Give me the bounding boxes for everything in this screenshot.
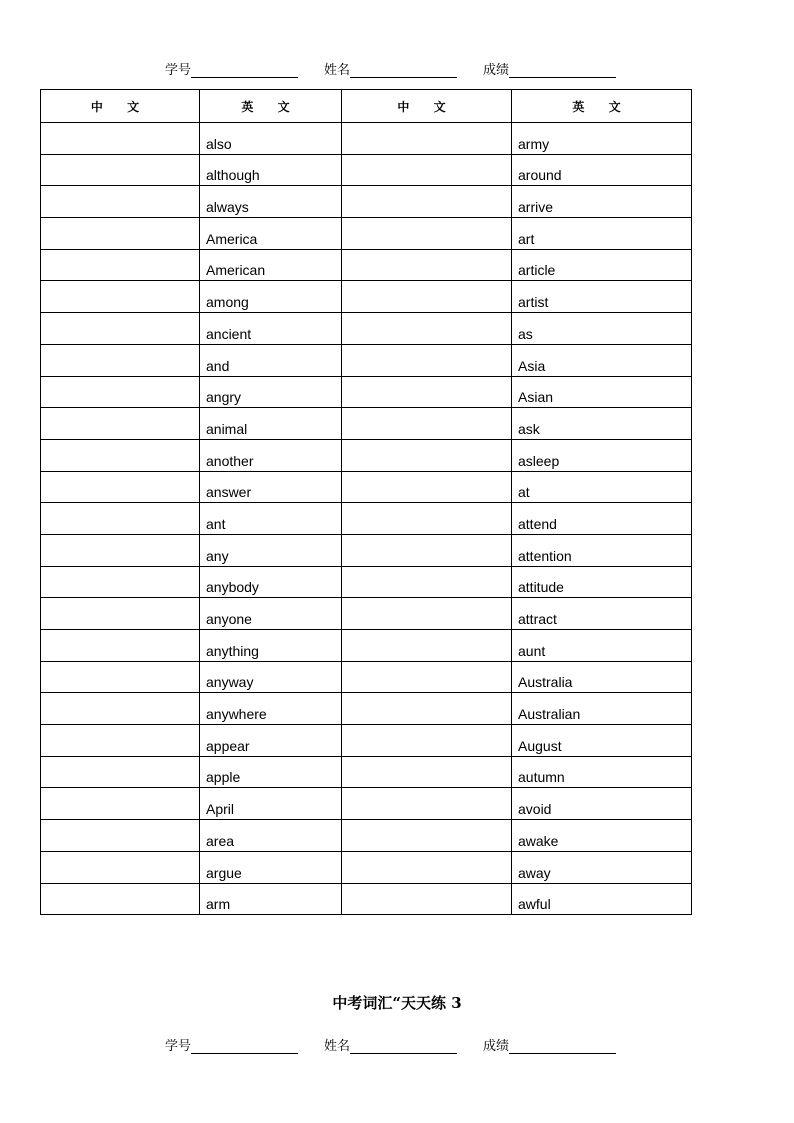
chinese-answer-cell-left[interactable] xyxy=(41,503,200,535)
chinese-answer-cell-left[interactable] xyxy=(41,534,200,566)
score-blank[interactable] xyxy=(509,63,616,78)
table-row xyxy=(41,725,692,757)
table-row xyxy=(41,313,692,345)
chinese-answer-cell-right[interactable] xyxy=(342,471,512,503)
name-blank[interactable] xyxy=(350,63,457,78)
next-section-title: 中考词汇“天天练 3 xyxy=(332,994,462,1012)
english-word-cell-left: among xyxy=(200,281,342,313)
chinese-answer-cell-right[interactable] xyxy=(342,661,512,693)
english-word-cell-right: article xyxy=(512,249,692,281)
english-word-cell-left: another xyxy=(200,439,342,471)
chinese-answer-cell-right[interactable] xyxy=(342,408,512,440)
chinese-answer-cell-right[interactable] xyxy=(342,788,512,820)
english-word-cell-right: artist xyxy=(512,281,692,313)
chinese-answer-cell-right[interactable] xyxy=(342,503,512,535)
chinese-answer-cell-right[interactable] xyxy=(342,249,512,281)
english-word-cell-right: attention xyxy=(512,534,692,566)
chinese-answer-cell-left[interactable] xyxy=(41,281,200,313)
english-word-cell-left: anybody xyxy=(200,566,342,598)
chinese-answer-cell-left[interactable] xyxy=(41,725,200,757)
chinese-answer-cell-left[interactable] xyxy=(41,186,200,218)
english-word-cell-left: animal xyxy=(200,408,342,440)
chinese-answer-cell-right[interactable] xyxy=(342,566,512,598)
chinese-answer-cell-left[interactable] xyxy=(41,820,200,852)
english-word-cell-left: American xyxy=(200,249,342,281)
english-word-cell-left: anyone xyxy=(200,598,342,630)
chinese-answer-cell-left[interactable] xyxy=(41,313,200,345)
english-word-cell-right: Australia xyxy=(512,661,692,693)
chinese-answer-cell-left[interactable] xyxy=(41,693,200,725)
name-blank[interactable] xyxy=(350,1039,457,1054)
english-word-cell-left: anything xyxy=(200,630,342,662)
chinese-answer-cell-left[interactable] xyxy=(41,883,200,915)
student-number-blank[interactable] xyxy=(191,1039,298,1054)
name-field xyxy=(324,59,457,78)
score-label: 成绩 xyxy=(483,63,510,78)
chinese-answer-cell-left[interactable] xyxy=(41,344,200,376)
english-word-cell-right: art xyxy=(512,218,692,250)
table-row xyxy=(41,344,692,376)
table-row xyxy=(41,851,692,883)
english-word-cell-right: arrive xyxy=(512,186,692,218)
english-word-cell-left: April xyxy=(200,788,342,820)
english-word-cell-left: also xyxy=(200,123,342,155)
chinese-answer-cell-left[interactable] xyxy=(41,756,200,788)
english-word-cell-left: anyway xyxy=(200,661,342,693)
student-number-label: 学号 xyxy=(165,1039,192,1054)
chinese-answer-cell-left[interactable] xyxy=(41,123,200,155)
chinese-answer-cell-left[interactable] xyxy=(41,218,200,250)
table-row xyxy=(41,123,692,155)
english-word-cell-right: autumn xyxy=(512,756,692,788)
english-word-cell-right: at xyxy=(512,471,692,503)
score-blank[interactable] xyxy=(509,1039,616,1054)
table-row xyxy=(41,186,692,218)
english-word-cell-right: away xyxy=(512,851,692,883)
chinese-answer-cell-left[interactable] xyxy=(41,788,200,820)
vocabulary-table-body xyxy=(41,123,692,915)
table-row xyxy=(41,598,692,630)
chinese-answer-cell-left[interactable] xyxy=(41,566,200,598)
english-word-cell-right: aunt xyxy=(512,630,692,662)
english-word-cell-left: anywhere xyxy=(200,693,342,725)
chinese-answer-cell-left[interactable] xyxy=(41,598,200,630)
chinese-answer-cell-left[interactable] xyxy=(41,471,200,503)
english-word-cell-left: answer xyxy=(200,471,342,503)
table-row xyxy=(41,376,692,408)
chinese-answer-cell-right[interactable] xyxy=(342,376,512,408)
chinese-answer-cell-right[interactable] xyxy=(342,820,512,852)
student-info-line-bottom xyxy=(165,1034,645,1054)
table-row xyxy=(41,408,692,440)
english-word-cell-right: army xyxy=(512,123,692,155)
name-label: 姓名 xyxy=(324,1039,351,1054)
table-row xyxy=(41,281,692,313)
chinese-answer-cell-right[interactable] xyxy=(342,883,512,915)
student-number-blank[interactable] xyxy=(191,63,298,78)
chinese-answer-cell-left[interactable] xyxy=(41,249,200,281)
student-number-field xyxy=(165,59,298,78)
header-chinese-left: 中 文 xyxy=(41,90,200,123)
english-word-cell-left: angry xyxy=(200,376,342,408)
english-word-cell-right: awful xyxy=(512,883,692,915)
table-row xyxy=(41,630,692,662)
chinese-answer-cell-right[interactable] xyxy=(342,218,512,250)
name-field xyxy=(324,1035,457,1054)
english-word-cell-right: Asia xyxy=(512,344,692,376)
table-row xyxy=(41,661,692,693)
table-row xyxy=(41,218,692,250)
table-row xyxy=(41,756,692,788)
chinese-answer-cell-right[interactable] xyxy=(342,725,512,757)
table-row xyxy=(41,249,692,281)
student-number-label: 学号 xyxy=(165,63,192,78)
english-word-cell-right: Asian xyxy=(512,376,692,408)
chinese-answer-cell-left[interactable] xyxy=(41,439,200,471)
table-row xyxy=(41,820,692,852)
table-row xyxy=(41,788,692,820)
chinese-answer-cell-left[interactable] xyxy=(41,376,200,408)
english-word-cell-left: appear xyxy=(200,725,342,757)
vocabulary-table xyxy=(40,89,692,915)
score-label: 成绩 xyxy=(483,1039,510,1054)
chinese-answer-cell-right[interactable] xyxy=(342,693,512,725)
table-header-row xyxy=(41,90,692,123)
english-word-cell-left: apple xyxy=(200,756,342,788)
chinese-answer-cell-right[interactable] xyxy=(342,123,512,155)
chinese-answer-cell-right[interactable] xyxy=(342,851,512,883)
chinese-answer-cell-right[interactable] xyxy=(342,630,512,662)
chinese-answer-cell-right[interactable] xyxy=(342,186,512,218)
table-row xyxy=(41,503,692,535)
student-info-line-top xyxy=(165,58,645,78)
header-english-left: 英 文 xyxy=(200,90,342,123)
english-word-cell-right: Australian xyxy=(512,693,692,725)
english-word-cell-left: argue xyxy=(200,851,342,883)
english-word-cell-right: around xyxy=(512,154,692,186)
english-word-cell-left: although xyxy=(200,154,342,186)
student-number-field xyxy=(165,1035,298,1054)
chinese-answer-cell-right[interactable] xyxy=(342,598,512,630)
english-word-cell-right: attitude xyxy=(512,566,692,598)
chinese-answer-cell-left[interactable] xyxy=(41,408,200,440)
header-english-right: 英 文 xyxy=(512,90,692,123)
english-word-cell-right: attend xyxy=(512,503,692,535)
table-row xyxy=(41,471,692,503)
chinese-answer-cell-right[interactable] xyxy=(342,281,512,313)
chinese-answer-cell-right[interactable] xyxy=(342,534,512,566)
chinese-answer-cell-left[interactable] xyxy=(41,630,200,662)
english-word-cell-right: attract xyxy=(512,598,692,630)
table-row xyxy=(41,439,692,471)
table-row xyxy=(41,693,692,725)
score-field xyxy=(483,1035,616,1054)
score-field xyxy=(483,59,616,78)
table-row xyxy=(41,534,692,566)
header-chinese-right: 中 文 xyxy=(342,90,512,123)
english-word-cell-left: any xyxy=(200,534,342,566)
english-word-cell-left: arm xyxy=(200,883,342,915)
english-word-cell-right: as xyxy=(512,313,692,345)
english-word-cell-left: always xyxy=(200,186,342,218)
chinese-answer-cell-right[interactable] xyxy=(342,154,512,186)
chinese-answer-cell-left[interactable] xyxy=(41,851,200,883)
english-word-cell-right: avoid xyxy=(512,788,692,820)
table-row xyxy=(41,154,692,186)
name-label: 姓名 xyxy=(324,63,351,78)
english-word-cell-right: ask xyxy=(512,408,692,440)
chinese-answer-cell-right[interactable] xyxy=(342,344,512,376)
english-word-cell-left: ant xyxy=(200,503,342,535)
english-word-cell-left: and xyxy=(200,344,342,376)
english-word-cell-right: asleep xyxy=(512,439,692,471)
english-word-cell-right: August xyxy=(512,725,692,757)
english-word-cell-left: ancient xyxy=(200,313,342,345)
english-word-cell-left: America xyxy=(200,218,342,250)
table-row xyxy=(41,566,692,598)
chinese-answer-cell-left[interactable] xyxy=(41,661,200,693)
chinese-answer-cell-left[interactable] xyxy=(41,154,200,186)
chinese-answer-cell-right[interactable] xyxy=(342,756,512,788)
english-word-cell-right: awake xyxy=(512,820,692,852)
chinese-answer-cell-right[interactable] xyxy=(342,313,512,345)
english-word-cell-left: area xyxy=(200,820,342,852)
table-row xyxy=(41,883,692,915)
chinese-answer-cell-right[interactable] xyxy=(342,439,512,471)
